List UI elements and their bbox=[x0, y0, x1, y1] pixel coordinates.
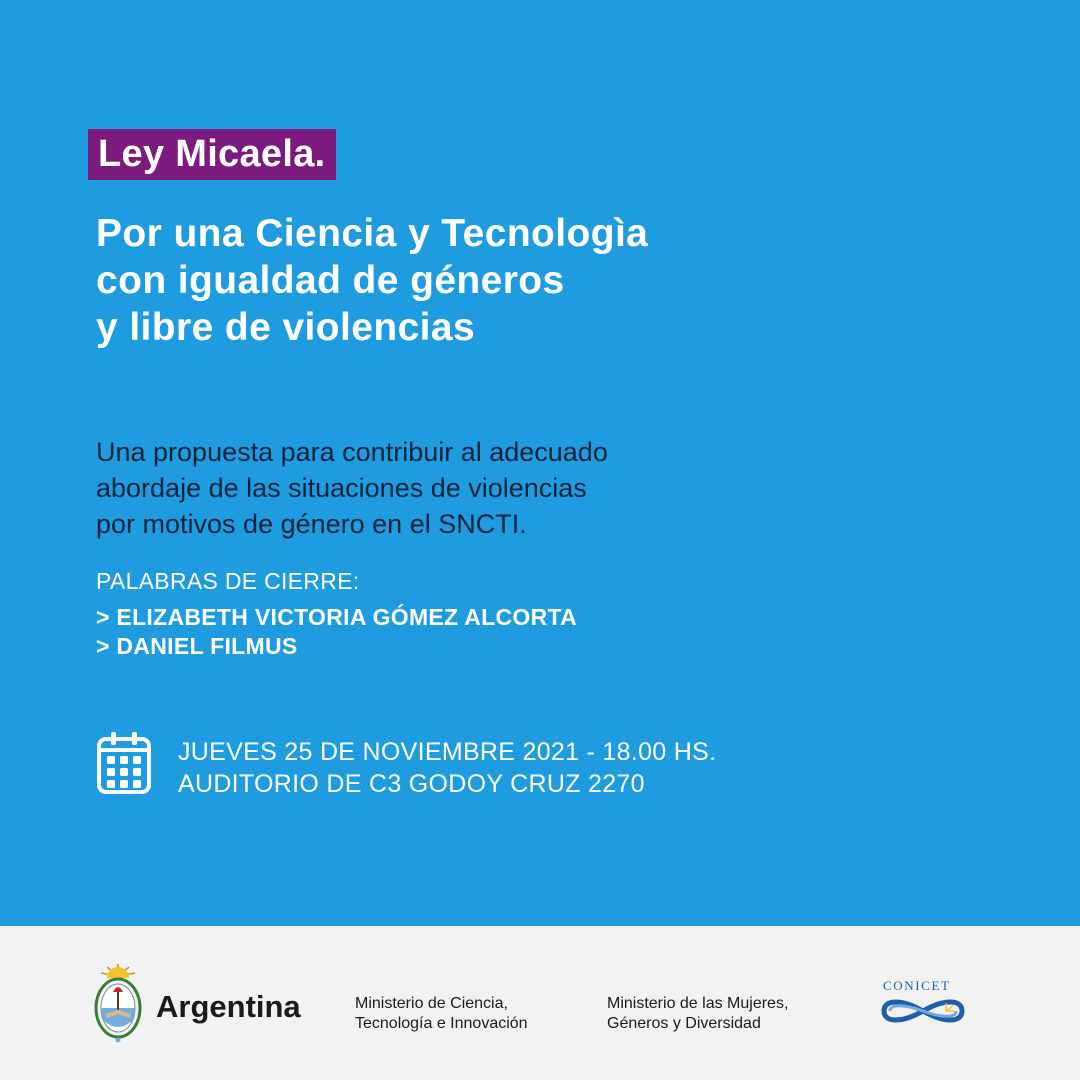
headline-line: Por una Ciencia y Tecnologìa bbox=[96, 212, 649, 255]
argentina-wordmark: Argentina bbox=[156, 989, 301, 1024]
event-date: JUEVES 25 DE NOVIEMBRE 2021 - 18.00 HS. bbox=[178, 738, 717, 766]
description-line: abordaje de las situaciones de violencias bbox=[96, 473, 587, 503]
ministry-science-line: Ministerio de Ciencia, bbox=[355, 995, 508, 1012]
ministry-science-line: Tecnología e Innovación bbox=[355, 1015, 528, 1032]
speaker-item: > ELIZABETH VICTORIA GÓMEZ ALCORTA bbox=[96, 604, 578, 630]
event-details bbox=[178, 736, 716, 800]
ministry-science-label bbox=[355, 994, 528, 1034]
description bbox=[96, 434, 608, 542]
speaker-list bbox=[96, 603, 577, 661]
headline-line: y libre de violencias bbox=[96, 306, 476, 349]
calendar-icon bbox=[96, 730, 152, 796]
conicet-logo-icon bbox=[880, 994, 966, 1028]
ministry-women-line: Géneros y Diversidad bbox=[607, 1015, 761, 1032]
speaker-item: > DANIEL FILMUS bbox=[96, 633, 298, 659]
closing-label: PALABRAS DE CIERRE: bbox=[96, 568, 360, 594]
ministry-women-label bbox=[607, 994, 788, 1034]
ministry-women-line: Ministerio de las Mujeres, bbox=[607, 995, 789, 1012]
headline bbox=[96, 210, 648, 351]
event-venue: AUDITORIO DE C3 GODOY CRUZ 2270 bbox=[178, 770, 645, 798]
description-line: por motivos de género en el SNCTI. bbox=[96, 509, 527, 539]
description-line: Una propuesta para contribuir al adecuado bbox=[96, 437, 608, 467]
argentina-coat-of-arms-icon bbox=[92, 962, 144, 1044]
law-tag: Ley Micaela. bbox=[88, 129, 336, 180]
conicet-wordmark: CONICET bbox=[883, 978, 951, 993]
headline-line: con igualdad de géneros bbox=[96, 259, 565, 302]
